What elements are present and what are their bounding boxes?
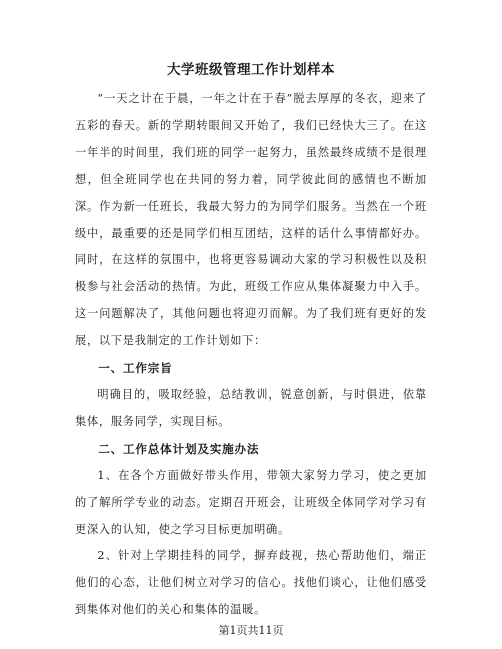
page-number-footer: 第1页共11页 — [218, 624, 284, 637]
plan-item-2: 2、针对上学期挂科的同学，摒弃歧视，热心帮助他们，端正他们的心态，让他们树立对学习的信心。找他们谈心，让他们感受到集体对他们的关心和集体的温暖。 — [75, 549, 427, 617]
plan-item-1: 1、在各个方面做好带头作用，带领大家努力学习，使之更加的了解所学专业的动态。定期召开班会，让班级全体同学对学习有更深入的认知，使之学习目标更加明确。 — [75, 468, 427, 536]
purpose-paragraph: 明确目的，吸取经验，总结教训，锐意创新，与时俱进，依靠集体，服务同学，实现目标。 — [75, 387, 427, 428]
section-heading-plan: 二、工作总体计划及实施办法 — [98, 441, 260, 456]
intro-paragraph: “一天之计在于晨，一年之计在于春”脱去厚厚的冬衣，迎来了五彩的春天。新的学期转眼间又开始了，我们已经快大三了。在这一年半的时间里，我们班的同学一起努力，虽然最终成绩不是很理想，但全班同学也在共同的努力着，同学彼此间的感情也不断加深。作为新一任班长，我最大努力的为同学们服务。当然在一个班级中，最重要的还是同学们相互团结，这样的话什么事情都好办。同时，在这样的氛围中，也将更容易调动大家的学习积极性以及积极参与社会活动的热情。为此，班级工作应从集体凝聚力中入手。这一问题解决了，其他问题也将迎刃而解。为了我们班有更好的发展，以下是我制定的工作计划如下： — [75, 92, 427, 348]
section-heading-purpose: 一、工作宗旨 — [98, 361, 173, 376]
document-body — [75, 86, 427, 624]
document-title: 大学班级管理工作计划样本 — [167, 62, 335, 78]
